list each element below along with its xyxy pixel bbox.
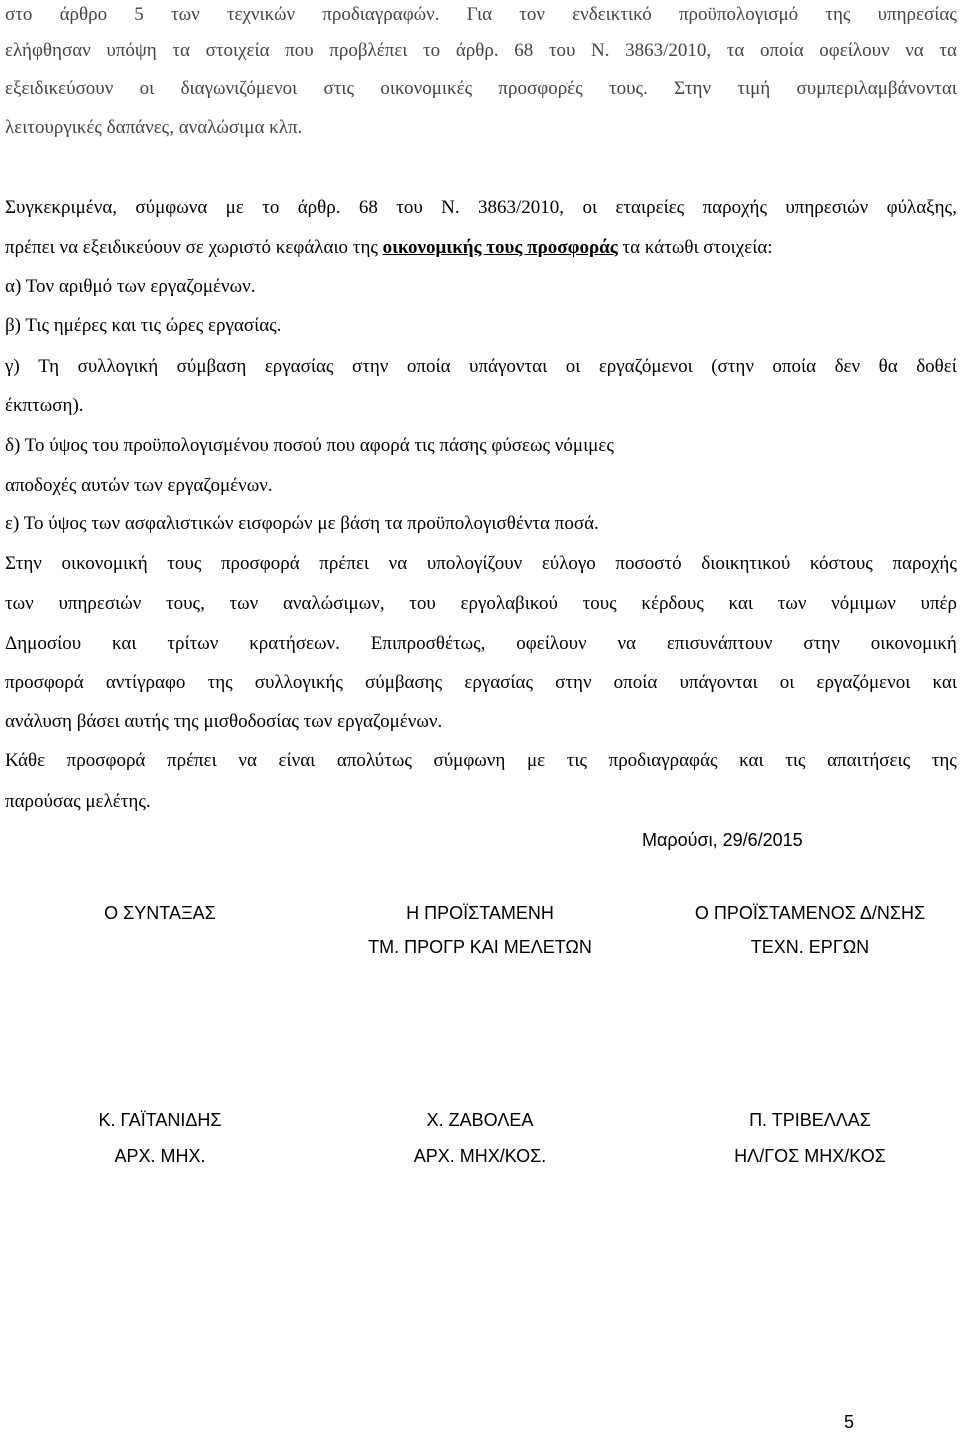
final-line-1 [5,750,957,772]
intro-line-2 [5,40,957,62]
word: άρθρ. [455,40,499,61]
word: τις [566,750,587,771]
word: πρέπει [167,750,217,771]
word: Ν. [591,40,610,61]
word: τους. [609,78,648,99]
signature-right-role-1: Ο ΠΡΟΪΣΤΑΜΕΝΟΣ Δ/ΝΣΗΣ [694,903,926,923]
word: της [931,750,957,771]
word: κρατήσεων. [249,633,340,654]
word: απολύτως [336,750,412,771]
spec-line-1 [5,197,957,219]
word: προϋπολογισμό [678,4,799,25]
word: τιμή [737,78,771,99]
item-d-line-2: αποδοχές αυτών των εργαζομένων. [5,475,273,496]
word: διαγωνιζόμενοι [180,78,298,99]
item-e: ε) Το ύψος των ασφαλιστικών εισφορών με βάση τα προϋπολογισθέντα ποσά. [5,513,599,534]
word: θα [878,356,898,377]
word: να [388,553,408,574]
word: ενδεικτικό [572,4,652,25]
word: και [932,672,957,693]
word: συλλογική [77,356,159,377]
word: τα [939,40,957,61]
word: εργασίας [264,356,334,377]
word: προσφορά [66,750,146,771]
word: προδιαγραφών. [322,4,440,25]
word: να [617,633,637,654]
word: οι [565,356,581,377]
word: προσφορά [220,553,300,574]
word: υπάγονται [469,356,548,377]
word: εργασίας [464,672,533,693]
intro-line-1 [5,4,957,26]
word: εργαζόμενοι [598,356,693,377]
word: τρίτων [167,633,219,654]
signature-right-name: Π. ΤΡΙΒΕΛΛΑΣ [749,1110,871,1130]
offer-line-1 [5,553,957,575]
word: Κάθε [5,750,46,771]
page-number: 5 [844,1412,855,1432]
word: οποία [760,40,804,61]
item-c-line-1 [5,356,957,378]
intro-line-4: λειτουργικές δαπάνες, αναλώσιμα κλπ. [5,117,303,138]
word: σύμφωνα [135,197,208,218]
word: αναλώσιμων, [282,593,385,614]
word: οποία [772,356,817,377]
word: 68 [358,197,378,218]
word: με [225,197,244,218]
spec-line-2 [5,237,773,259]
word: 3863/2010, [478,197,565,218]
offer-line-3 [5,633,957,655]
word: τους [167,553,202,574]
word: σύμβασης [365,672,443,693]
word: δοθεί [916,356,957,377]
word: να [905,40,924,61]
word: Για [466,4,493,25]
word: του [548,40,576,61]
word: Δημοσίου [5,633,82,654]
word: εξειδικεύσουν [5,78,114,99]
word: το [423,40,441,61]
word: υπηρεσίας [877,4,957,25]
word: τις [785,750,806,771]
word: είναι [278,750,316,771]
final-line-2: παρούσας μελέτης. [5,791,151,812]
word: εταιρείες [615,197,685,218]
offer-line-4 [5,672,957,694]
word: οικονομική [61,553,148,574]
word: Συγκεκριμένα, [5,197,118,218]
word: προβλέπει [329,40,408,61]
word: άρθρ. [297,197,341,218]
word: στοιχεία [205,40,270,61]
item-d-line-1: δ) Το ύψος του προϋπολογισμένου ποσού που αφορά τις πάσης φύσεως νόμιμες [5,435,614,456]
word: εύλογο [541,553,596,574]
word: ποσοστό [615,553,682,574]
signature-left-title: ΑΡΧ. ΜΗΧ. [114,1146,206,1166]
signature-center-role-1: Η ΠΡΟΪΣΤΑΜΕΝΗ [406,903,554,923]
word: οικονομική [870,633,957,654]
word: κέρδους [641,593,704,614]
spec-line-2-before: πρέπει να εξειδικεύουν σε χωριστό κεφάλαιο της [5,237,383,258]
word: προσφορές [498,78,583,99]
word: υπέρ [920,593,957,614]
word: νόμιμων [831,593,896,614]
word: στην [803,633,840,654]
word: διοικητικού [701,553,791,574]
signature-right-role-2: ΤΕΧΝ. ΕΡΓΩΝ [750,937,870,957]
word: τον [519,4,545,25]
signature-center-name: Χ. ΖΑΒΟΛΕΑ [426,1110,534,1130]
word: σύμφωνη [433,750,506,771]
word: 68 [514,40,534,61]
word: τεχνικών [226,4,296,25]
word: οφείλουν [819,40,890,61]
word: υπολογίζουν [426,553,523,574]
word: που [285,40,314,61]
word: οικονομικές [380,78,473,99]
signature-center-role-2: ΤΜ. ΠΡΟΓΡ ΚΑΙ ΜΕΛΕΤΩΝ [368,937,592,957]
word: οφείλουν [516,633,587,654]
word: με [526,750,546,771]
word: γ) [5,356,20,377]
word: στις [323,78,355,99]
word: οι [779,672,795,693]
word: υπηρεσιών [58,593,142,614]
word: και [112,633,137,654]
word: τα [172,40,190,61]
word: Τη [38,356,60,377]
word: των [229,593,259,614]
word: Στην [674,78,712,99]
word: αντίγραφο [105,672,186,693]
word: σύμβαση [176,356,247,377]
item-a: α) Τον αριθμό των εργαζομένων. [5,276,256,297]
word: τους [582,593,617,614]
spec-line-2-after: τα κάτωθι στοιχεία: [617,237,773,258]
spec-emphasis: οικονομικής τους προσφοράς [382,237,618,258]
item-c-line-2: έκπτωση). [5,395,84,416]
word: εργαζόμενοι [816,672,911,693]
word: προδιαγραφάς [608,750,718,771]
word: και [728,593,753,614]
word: του [396,197,423,218]
word: επισυνάπτουν [666,633,773,654]
word: 3863/2010, [625,40,712,61]
word: οι [582,197,598,218]
word: να [238,750,257,771]
signature-center-title: ΑΡΧ. ΜΗΧ/ΚΟΣ. [413,1146,547,1166]
word: των [170,4,200,25]
word: ελήφθησαν [5,40,91,61]
word: παροχής [702,197,767,218]
word: στην [555,672,592,693]
word: άρθρο [59,4,108,25]
word: απαιτήσεις [827,750,911,771]
word: οποία [406,356,451,377]
signature-right-title: ΗΛ/ΓΟΣ ΜΗΧ/ΚΟΣ [734,1146,886,1166]
word: των [777,593,807,614]
word: οποία [613,672,658,693]
word: κόστους [809,553,873,574]
word: υπόψη [106,40,157,61]
word: συμπεριλαμβάνονται [796,78,957,99]
word: τους, [166,593,205,614]
intro-line-3 [5,78,957,100]
word: το [262,197,280,218]
word: πρέπει [319,553,370,574]
word: φύλαξης, [886,197,957,218]
word: παροχής [892,553,957,574]
word: Ν. [441,197,460,218]
offer-line-5: ανάλυση βάσει αυτής της μισθοδοσίας των εργαζομένων. [5,711,443,732]
signature-left-role: Ο ΣΥΝΤΑΞΑΣ [104,903,216,923]
word: 5 [134,4,144,25]
word: εργολαβικού [460,593,558,614]
signature-left-name: Κ. ΓΑΪΤΑΝΙΔΗΣ [98,1110,222,1130]
word: υπάγονται [679,672,758,693]
word: οι [139,78,155,99]
word: Στην [5,553,42,574]
word: και [739,750,764,771]
word: των [5,593,34,614]
offer-line-2 [5,593,957,615]
place-date: Μαρούσι, 29/6/2015 [642,830,803,850]
word: στην [351,356,389,377]
word: στο [5,4,33,25]
word: (στην [711,356,754,377]
word: της [207,672,233,693]
word: συλλογικής [254,672,343,693]
word: προσφορά [5,672,84,693]
item-b: β) Τις ημέρες και τις ώρες εργασίας. [5,315,282,336]
word: τα [726,40,745,61]
word: υπηρεσιών [785,197,869,218]
word: του [409,593,436,614]
word: της [825,4,851,25]
word: Επιπροσθέτως, [370,633,486,654]
word: δεν [834,356,861,377]
